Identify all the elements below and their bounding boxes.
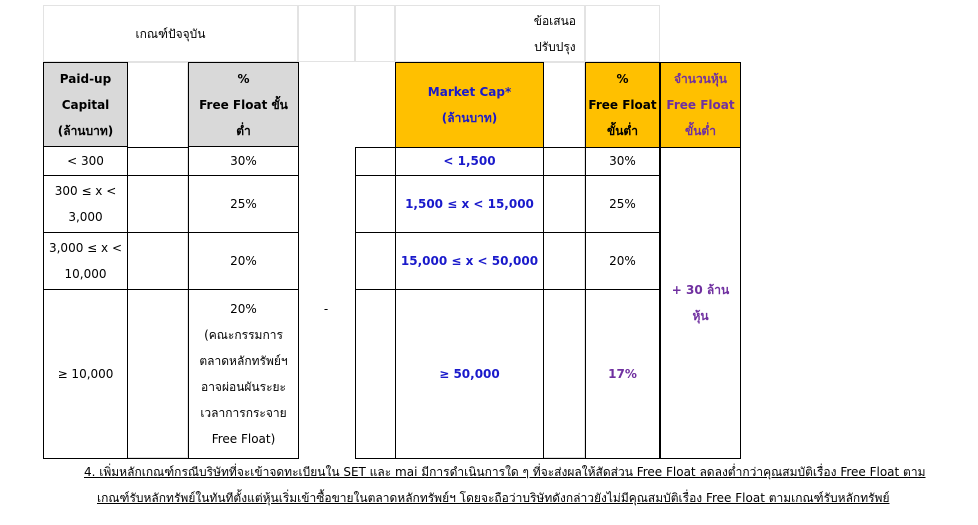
min-shares-cell — [660, 147, 741, 459]
market-cap-cell — [395, 290, 544, 459]
proposed-heading-text: ข้อเสนอ ปรับปรุง — [533, 13, 576, 54]
separator-text: - — [323, 302, 329, 316]
proposed-left-column — [355, 147, 396, 459]
spacer-cell — [585, 5, 660, 62]
current-heading — [43, 5, 298, 62]
min-shares-header-text: จำนวนหุ้น Free Float ขั้นต่ำ — [666, 72, 735, 138]
free-float-value: 30% — [609, 154, 636, 168]
min-shares-value: + 30 ล้าน หุ้น — [671, 282, 730, 323]
capital-header — [43, 62, 128, 147]
row-divider — [128, 289, 188, 290]
market-cap-value: < 1,500 — [443, 154, 496, 168]
capital-value: ≥ 10,000 — [57, 367, 114, 381]
row-divider — [355, 232, 395, 233]
spacer-cell — [355, 5, 395, 62]
row-divider — [544, 458, 585, 459]
blank-column — [543, 62, 585, 458]
row-divider — [128, 458, 188, 459]
capital-cell — [43, 233, 128, 290]
free-float-value: 20% — [609, 254, 636, 268]
current-free-float-cell — [188, 176, 299, 233]
current-free-float-header-text: % Free Float ขั้น ต่ำ — [199, 71, 288, 138]
note-line-2: เกณฑ์รับหลักทรัพย์ในทันทีตั้งแต่หุ้นเริ่มเข้าซื้อขายในตลาดหลักทรัพย์ฯ โดยจะถือว่าบริษัทดังกล่าวยังไม่มีคุณสมบัติเรื่อง Free Float ตามเกณฑ์รับหลักทรัพย์ — [97, 491, 890, 505]
free-float-value: 25% — [609, 197, 636, 211]
row-divider — [544, 147, 585, 148]
free-float-value: 20% — [230, 254, 257, 268]
market-cap-value: ≥ 50,000 — [439, 367, 500, 381]
market-cap-header-text: Market Cap* (ล้านบาท) — [427, 85, 512, 125]
row-divider — [544, 289, 585, 290]
market-cap-value: 15,000 ≤ x < 50,000 — [400, 254, 539, 268]
min-shares-header — [660, 62, 741, 148]
current-heading-text: เกณฑ์ปัจจุบัน — [135, 26, 206, 41]
current-free-float-cell — [188, 147, 299, 176]
separator-dash — [316, 296, 336, 322]
note-line-1: 4. เพิ่มหลักเกณฑ์กรณีบริษัทที่จะเข้าจดทะเบียนใน SET และ mai มีการดำเนินการใด ๆ ที่จะส่งผลให้สัดส่วน Free Float ลดลงต่ำกว่าคุณสมบัติเรื่อง Free Float ตาม — [84, 465, 926, 479]
current-free-float-header — [188, 62, 299, 147]
row-divider — [128, 147, 188, 148]
capital-header-text: Paid-up Capital (ล้านบาท) — [57, 71, 114, 138]
current-free-float-cell — [188, 233, 299, 290]
spacer-cell — [298, 5, 355, 62]
blank-column — [127, 62, 188, 458]
market-cap-cell — [395, 147, 544, 176]
free-float-value: 17% — [608, 367, 637, 381]
proposed-free-float-header — [585, 62, 660, 148]
capital-value: < 300 — [67, 154, 104, 168]
row-divider — [544, 232, 585, 233]
proposed-free-float-header-text: % Free Float ขั้นต่ำ — [588, 72, 657, 138]
row-divider — [128, 232, 188, 233]
current-free-float-cell — [188, 290, 299, 459]
free-float-value: 25% — [230, 197, 257, 211]
row-divider — [355, 289, 395, 290]
proposed-free-float-cell — [585, 176, 660, 233]
market-cap-value: 1,500 ≤ x < 15,000 — [405, 197, 534, 211]
proposed-free-float-cell — [585, 233, 660, 290]
proposed-heading — [395, 5, 585, 62]
capital-cell — [43, 176, 128, 233]
free-float-value: 30% — [230, 154, 257, 168]
free-float-value: 20% (คณะกรรมการ ตลาดหลักทรัพย์ฯ อาจผ่อนผันระยะ เวลาการกระจาย Free Float) — [199, 302, 288, 446]
capital-value: 3,000 ≤ x < 10,000 — [48, 241, 122, 281]
market-cap-cell — [395, 233, 544, 290]
capital-cell — [43, 147, 128, 176]
row-divider — [544, 175, 585, 176]
row-divider — [128, 175, 188, 176]
row-divider — [355, 175, 395, 176]
market-cap-cell — [395, 176, 544, 233]
capital-cell — [43, 290, 128, 459]
proposed-free-float-cell — [585, 147, 660, 176]
proposed-free-float-cell — [585, 290, 660, 459]
market-cap-header — [395, 62, 544, 148]
capital-value: 300 ≤ x < 3,000 — [54, 184, 117, 224]
